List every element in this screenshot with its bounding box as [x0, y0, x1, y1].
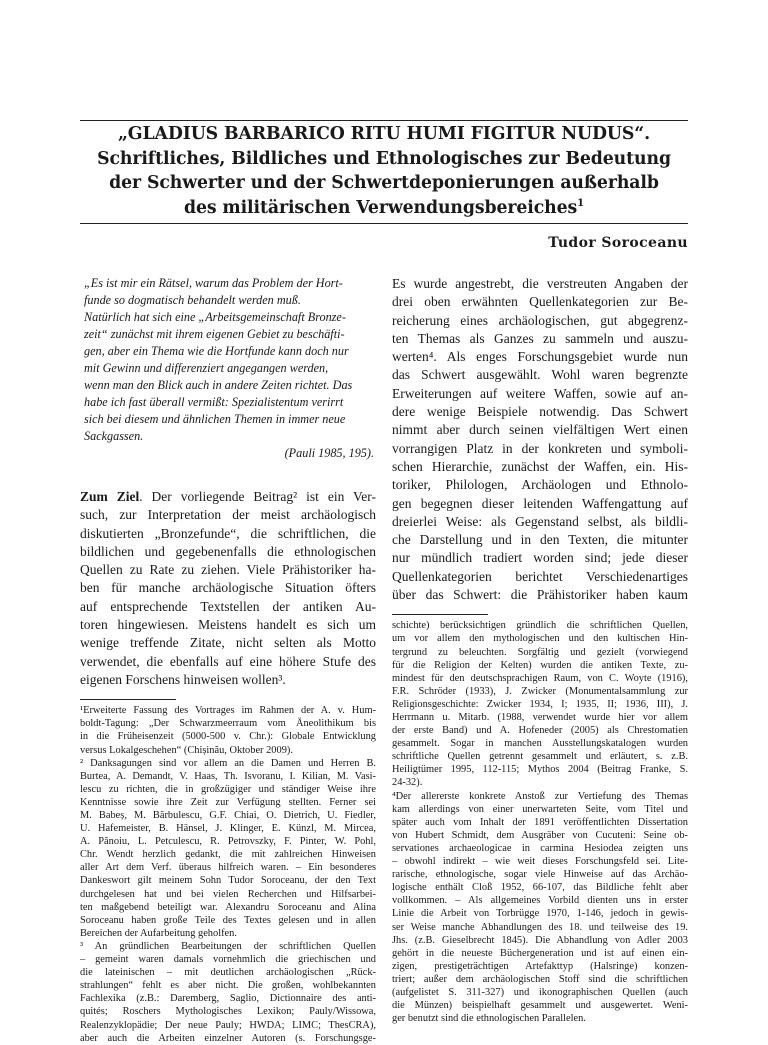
body-line: drei oben erwähnten Quellenkategorien zur Be- — [392, 294, 688, 310]
motto-line: sich bei diesem und ähnlichen Themen in immer neue — [84, 412, 346, 426]
footnote-line: triert; außer dem archäologischen Stoff sind die schriftlichen — [392, 973, 688, 985]
title-line: Schriftliches, Bildliches und Ethnologisches zur Bedeutung — [97, 148, 671, 169]
motto-citation: (Pauli 1985, 195). — [284, 446, 374, 460]
motto-line: habe ich fast überall vermißt: Spezialistentum verirrt — [84, 395, 344, 409]
motto-line: gen, aber ein Thema wie die Hortfunde kann doch nur — [84, 344, 349, 358]
motto-line: funde so dogmatisch behandelt werden muß. — [84, 293, 301, 307]
body-line: reicherung eines archäologischen, gut abgegrenz- — [392, 312, 688, 328]
footnote-line: F.R. Schröder (1933), J. Zwicker (Monumentalsammlung zur — [392, 685, 688, 697]
title-line-text: des militärischen Verwendungsbereiches — [183, 197, 578, 218]
motto-line: Natürlich hat sich eine „Arbeitsgemeinschaft Bronze- — [84, 310, 346, 324]
footnote-rule — [392, 614, 488, 615]
left-footnotes — [80, 704, 376, 1044]
body-line: bildlichen und gegebenenfalls die ethnologischen — [80, 543, 376, 559]
footnote-line: Fachlexika (z.B.: Daremberg, Saglio, Dictionnaire des anti- — [80, 993, 376, 1005]
footnote-line: Soroceanu haben große Teile des Textes gelesen und in allen — [80, 914, 376, 926]
footnote-line: rarische, ethnologische, sogar viele Hinweise auf das Archäo- — [392, 869, 688, 881]
body-line: Quellenkategorien berichtet Verschiedenartiges — [392, 568, 688, 584]
body-line: diskutierten „Bronzefunde“, die schriftlichen, die — [80, 525, 376, 541]
footnote-rule — [80, 699, 176, 700]
body-line: nur mündlich tradiert worden sind; jede dieser — [392, 550, 688, 566]
top-rule — [80, 120, 688, 121]
footnote-line: logische enthält Cloß 1952, 66-107, das Bildliche fehlt aber — [392, 882, 688, 894]
body-line: che Darstellung und in den Texten, die mitunter — [392, 532, 688, 548]
footnote-line: Heiligtümer 1995, 112-115; Mythos 2004 (Beitrag Franke, S. — [392, 764, 688, 776]
footnote-line: U. Hafemeister, B. Hänsel, J. Klinger, E. Künzl, M. Mircea, — [80, 823, 376, 835]
motto-line: „Es ist mir ein Rätsel, warum das Problem der Hort- — [84, 276, 343, 290]
title-line — [80, 196, 688, 221]
footnote-line: versus Lokalgeschehen“ (Chișinău, Oktober 2009). — [80, 744, 293, 756]
body-line: gen begegnen dieser leitenden Waffengattung auf — [392, 495, 688, 511]
footnote-line: ten maßgebend beteiligt war. Alexandru Soroceanu and Alina — [80, 901, 376, 913]
footnote-line: Jhs. (z.B. Gieselbrecht 1845). Die Abhandlung von Adler 2003 — [392, 934, 688, 946]
footnote-line: A. Pănoiu, L. Petculescu, R. Petrovszky, F. Pinter, W. Pohl, — [80, 836, 376, 848]
body-line: dreierlei Weise: als Gegenstand selbst, als bildli- — [392, 513, 688, 529]
footnote-line: die Münzen) beispielhaft gesammelt und ausgewertet. Weni- — [392, 1000, 688, 1012]
footnote-line: durchgelesen hat und bei vielen Recherchen und Hilfsarbei- — [80, 888, 376, 900]
footnote-line: Herrmann u. Mitarb. (1988, verwendet wurde hier vor allem — [392, 712, 688, 723]
footnote-line: ger benutzt sind die ethnologischen Parallelen. — [392, 1013, 586, 1025]
footnote-line: M. Babeș, M. Bărbulescu, G.F. Chiai, O. Dietrich, U. Fiedler, — [80, 810, 376, 822]
right-column — [392, 275, 688, 1025]
footnote-line: aller Art dem Verf. überaus hilfreich waren. – Ein besonderes — [80, 862, 376, 874]
footnote-line: für die Religion der Kelten) wurden die antiken Texte, zu- — [392, 659, 688, 671]
footnote-line: 24-32). — [392, 777, 423, 789]
footnote-line: ³ An gründlichen Bearbeitungen der schriftlichen Quellen — [80, 940, 376, 952]
footnote-line: später auch vom Inhalt der 1891 veröffentlichten Dissertation — [392, 816, 688, 828]
footnote-line: gesammelt. Sogar in manchen Ausstellungskatalogen wurden — [392, 738, 688, 750]
footnote-line: um vor allem den mythologischen und den kultischen Hin- — [392, 633, 688, 645]
body-line: Erweiterungen auf weitere Waffen, sowie auf an- — [392, 385, 688, 401]
footnote-line: schichte) berücksichtigen gründlich die schriftlichen Quellen, — [392, 620, 688, 632]
footnote-line: Kenntnisse sowie ihre Zeit zur Verfügung stellten. Ferner sei — [80, 796, 376, 808]
footnote-line: ² Danksagungen sind vor allem an die Damen und Herren B. — [80, 757, 376, 769]
footnote-line: Burtea, A. Demandt, V. Haas, Th. Isvoranu, I. Kilian, M. Vasi- — [80, 770, 376, 782]
body-line: Es wurde angestrebt, die verstreuten Angaben der — [392, 276, 688, 291]
footnote-line: Dankeswort gilt meinem Sohn Tudor Soroceanu, der den Text — [80, 875, 376, 887]
footnote-line: kam allerdings von einer unerwarteten Seite, vom Titel und — [392, 803, 688, 815]
motto-line: Sackgassen. — [84, 429, 144, 443]
section-lead: Zum Ziel — [80, 489, 140, 504]
footnote-line: ¹Erweiterte Fassung des Vortrages im Rahmen der A. v. Hum- — [80, 705, 376, 717]
footnote-line: quités; Roschers Mythologisches Lexikon; Pauly/Wissowa, — [80, 1006, 376, 1018]
left-column — [80, 275, 376, 1045]
left-body-text — [80, 488, 376, 689]
footnote-line: aber auch die Arbeiten einzelner Autoren (s. Forschungsge- — [80, 1032, 376, 1044]
body-line: such, zur Interpretation der meist archäologisch — [80, 507, 376, 523]
footnote-line: lescu zu richten, die in großzügiger und ständiger Weise ihre — [80, 783, 376, 795]
footnote-line: vollkommen. – Als allgemeines Vorbild dienten uns in erster — [392, 895, 688, 907]
footnote-line: von Hubert Schmidt, dem Ausgräber von Cucuteni: Seine ob- — [392, 829, 688, 841]
footnote-line: boldt-Tagung: „Der Schwarzmeerraum vom Äneolithikum bis — [80, 718, 376, 730]
footnote-line: Realenzyklopädie; Der neue Pauly; HWDA; LIMC; ThesCRA), — [80, 1019, 376, 1031]
body-line: eigenen Forschens hinweisen wollen³. — [80, 671, 286, 687]
right-body-text — [392, 275, 688, 604]
title-line: der Schwerter und der Schwertdeponierungen außerhalb — [109, 173, 659, 193]
footnote-line: Bereichen der Aufarbeitung geholfen. — [80, 927, 237, 939]
body-line: nimmt aber durch seinen vielfältigen Wert einen — [392, 422, 688, 438]
body-line: werten⁴. Als enges Forschungsgebiet wurde nun — [392, 349, 688, 365]
right-footnotes — [392, 619, 688, 1025]
body-line: wenige treffende Zitate, nicht selten als Motto — [80, 635, 376, 651]
footnote-line: ser Weise manche Abhandlungen des 18. und teilweise des 19. — [392, 921, 688, 933]
footnote-line: in die Früheisenzeit (5000-500 v. Chr.): Globale Entwicklung — [80, 731, 376, 743]
footnote-line: gehört in die neueste Büchergeneration und ist auf einen ein- — [392, 947, 688, 959]
body-line: Quellen zu Rate zu ziehen. Viele Prähistoriker ha- — [80, 562, 376, 578]
footnote-line: die lateinischen – mit deutlichen archäologischen „Rück- — [80, 967, 376, 979]
article-title — [80, 122, 688, 220]
footnote-line: servationes archaeologicae in carmina Hesiodea zeigten uns — [392, 842, 688, 854]
footnote-line: tergrund zu beleuchten. Sorgfältig und gezielt (vorwiegend — [392, 646, 688, 658]
body-line: auf entsprechende Textstellen der antiken Au- — [80, 598, 376, 614]
body-line: schen Hierarchie, zunächst der Waffen, ein. His- — [392, 458, 688, 474]
footnote-line: schriftliche Quellen getrennt gesammelt und erläutert, s. z.B. — [392, 751, 688, 763]
footnote-line: (aufgelistet S. 311-327) und ikonographischen Quellen (auch — [392, 986, 688, 998]
body-line: ten Themas als Ganzes zu sammeln und auszu- — [392, 330, 688, 346]
body-line: ben für manche archäologische Situation öfters — [80, 580, 376, 596]
title-line: „GLADIUS BARBARICO RITU HUMI FIGITUR NUDUS“. — [117, 124, 651, 144]
footnote-line: Chr. Wendt herzlich gedankt, die mit zahlreichen Hinweisen — [80, 849, 376, 861]
footnote-line: Religionsgeschichte: Zwicker 1934, I; 1935, II; 1936, III), J. — [392, 698, 688, 710]
body-line: toren hingewiesen. Meistens handelt es sich um — [80, 617, 376, 633]
body-line: toriker, Philologen, Archäologen und Ethnolo- — [392, 477, 688, 493]
footnote-line: – gemeint waren damals vornehmlich die griechischen und — [80, 954, 376, 966]
footnote-line: der erste Band) und A. Hofeneder (2005) als Chrestomatien — [392, 725, 688, 737]
author-name: Tudor Soroceanu — [548, 235, 688, 251]
motto-line: zeit“ zunächst mit ihrem eigenen Gebiet zu beschäfti- — [84, 327, 345, 341]
title-rule — [80, 223, 688, 224]
title-footnote-mark[interactable]: 1 — [577, 197, 585, 209]
body-line: vorrangigen Platz in der konkreten und symboli- — [392, 440, 688, 456]
footnote-line: strahlungen“ fehlt es aber nicht. Die großen, wohlbekannten — [80, 980, 376, 992]
body-line: das Schwert ausgewählt. Wohl waren begrenzte — [392, 367, 688, 383]
motto-line: wenn man den Blick auch in andere Zeiten richtet. Das — [84, 378, 353, 392]
footnote-line: mindest für den deutschsprachigen Raum, von C. Woyte (1916), — [392, 672, 688, 684]
body-line — [80, 488, 376, 506]
body-line: über das Schwert: die Prähistoriker haben kaum — [392, 587, 688, 603]
motto-quote — [80, 275, 374, 462]
footnote-line: ⁴Der allererste konkrete Anstoß zur Vertiefung des Themas — [392, 790, 688, 802]
body-line: verwendet, die ebenfalls auf eine höhere Stufe des — [80, 653, 376, 669]
motto-line: mit Gewinn und differenziert angegangen werden, — [84, 361, 329, 375]
body-line-text: . Der vorliegende Beitrag² ist ein Ver- — [139, 489, 376, 504]
footnote-line: Linie die Arbeit von Torbrügge 1970, 1-146, jedoch in gewis- — [392, 908, 688, 920]
body-line: dere wenige Beispiele notwendig. Das Schwert — [392, 404, 688, 420]
footnote-line: – obwohl indirekt – wie weit dieses Forschungsfeld sei. Lite- — [392, 856, 688, 868]
footnote-line: zigen, prestigeträchtigen Artefakttyp (Halsringe) konzen- — [392, 960, 688, 972]
